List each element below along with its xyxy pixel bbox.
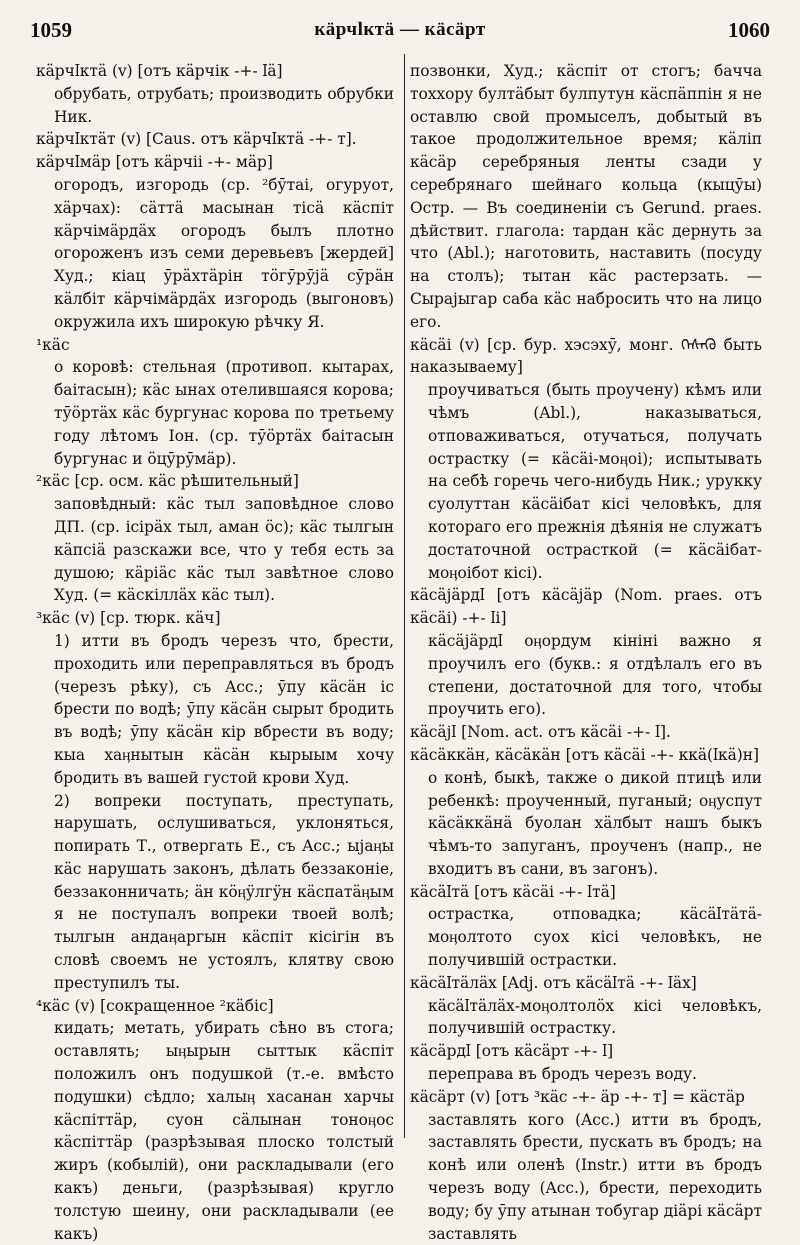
entry-headword-line: кӓсӓјӓрдӏ [отъ кӓсӓјӓр (Nom. praes. отъ кӓсӓі) -+- ӏі] xyxy=(410,586,762,628)
entry-definition: кӓсӓјӓрдӏ оӊордум кініні важно я проучилъ его (букв.: я отдѣлалъ его въ степени, достаточной для того, чтобы проучить его). xyxy=(428,631,762,719)
entry-headword-line: кӓрчӏктӓт (v) [Caus. отъ кӓрчӏктӓ -+- т]. xyxy=(36,130,357,149)
entry-headword-line: кӓрчӏмӓр [отъ кӓрчіі -+- мӓр] xyxy=(36,153,273,172)
entry-definition: острастка, отповадка; кӓсӓӏтӓтӓ-моӊолтото суох кісі человѣкъ, не получившій острастки. xyxy=(428,905,762,970)
entry-definition: кидать; метать, убирать сѣно въ стога; оставлять; ыӊырын сыттык кӓспіт положилъ онъ подушкой (т.-е. вмѣсто подушки) сѣдло; халыӊ хасанан харчы кӓспіттӓр, суон сӓлынан тоноӊос кӓспіттӓр (разрѣзывая плоско толстый жиръ (кобылій), они раскладывали (его какъ) деньги, (разрѣзывая) кругло толстую шеину, они раскладывали (ее какъ) xyxy=(54,1019,394,1243)
dictionary-entry xyxy=(410,744,762,881)
entry-definition: о конѣ, быкѣ, также о дикой птицѣ или ребенкѣ: проученный, пуганый; оӊуспут кӓсӓккӓнӓ буолан хӓлбыт нашъ быкъ чѣмъ-то запуганъ, проученъ (напр., не входитъ въ сани, въ загонъ). xyxy=(428,768,762,878)
dictionary-entry xyxy=(410,584,762,721)
entry-definition: переправа въ бродъ черезъ воду. xyxy=(428,1065,697,1084)
entry-continuation-text: позвонки, Худ.; кӓспіт от стогъ; бачча тоххору бултӓбыт булпутун кӓспӓппін я не оставлю свой промыселъ, добытый въ такое продолжительное время; кӓліп кӓсӓр серебряныя ленты сзади у серебрянаго шейнаго кольца (кыцӯы) Остр. — Въ соединеніи съ Gerund. praes. дѣйствит. глагола: тардан кӓс дернуть за что (Abl.); наготовить, наставить (посуду на столъ); тытан кӓс растерзать. — Сырајыгар саба кӓс набросить что на лицо его. xyxy=(410,62,762,331)
entry-headword-line: кӓсӓрт (v) [отъ ³кӓс -+- ӓр -+- т] = кӓстӓр xyxy=(410,1087,745,1106)
entry-headword-line: ¹кӓс xyxy=(36,335,70,354)
entry-headword-line: кӓрчӏктӓ (v) [отъ кӓрчік -+- ӏӓ] xyxy=(36,62,283,80)
dictionary-entry xyxy=(410,972,762,1040)
dictionary-entry xyxy=(410,1040,762,1086)
entry-definition: о коровѣ: стельная (противоп. кытарах, баітасын); кӓс ынах отелившаяся корова; тӯӧртӓх кӓс бургунас корова по третьему году лѣтомъ Іон. (ср. тӯӧртӓх баітасын бургунас и ӧцӯрӯмӓр). xyxy=(54,358,394,468)
right-page-number: 1060 xyxy=(727,17,770,42)
entry-headword-line: кӓсӓјӏ [Nom. act. отъ кӓсӓі -+- ӏ]. xyxy=(410,723,671,742)
dictionary-entry xyxy=(36,995,394,1245)
entry-headword-line: кӓсӓӏтӓлӓх [Adj. отъ кӓсӓӏтӓ -+- ӏӓх] xyxy=(410,973,697,992)
entry-definition: обрубать, отрубать; производить обрубки Ник. xyxy=(54,84,394,126)
dictionary-entry xyxy=(36,60,394,128)
column-divider xyxy=(404,54,405,1138)
entry-definition: 1) итти въ бродъ черезъ что, брести, проходить или переправляться въ бродъ (черезъ рѣку), съ Acc.; ӯпу кӓсӓн іс брести по водѣ; ӯпу кӓсӓн сырыт бродить въ водѣ; ӯпу кӓсӓн кір вбрести въ воду; кыа хаӊнытын кӓсӓн кырыым хочу бродить въ вашей густой крови Худ. xyxy=(54,631,394,787)
running-title: кӓрчӏктӓ — кӓсӓрт xyxy=(314,19,486,40)
dictionary-entry xyxy=(410,721,762,744)
dictionary-entry xyxy=(36,470,394,607)
entry-definition: проучиваться (быть проучену) кѣмъ или чѣмъ (Abl.), наказываться, отповаживаться, отучаться, получать острастку (= кӓсӓі-моӊоі); испытывать на себѣ горечь чего-нибудь Ник.; урукку суолуттан кӓсӓібат кісі человѣкъ, для котораго его прежнія дѣянія не служатъ достаточной острасткой (= кӓсӓібат-моӊоібот кісі). xyxy=(428,381,763,582)
entry-headword-line: кӓсӓі (v) [ср. бур. хэсэхӯ, монг. ᠬᠡᠰᠡᠬᠦ быть наказываему] xyxy=(410,335,762,377)
dictionary-entry xyxy=(36,607,394,995)
left-column xyxy=(36,60,394,1243)
entry-definition: заставлять кого (Acc.) итти въ бродъ, заставлять брести, пускать въ бродъ; на конѣ или оленѣ (Instr.) итти въ бродъ черезъ воду (Acc.), брести, переходить воду; бу ӯпу атынан тобугар діӓрі кӓсӓрт заставлять xyxy=(428,1110,762,1243)
entry-definition: заповѣдный: кӓс тыл заповѣдное слово ДП. (ср. ісірӓх тыл, аман ӧс); кӓс тылгын кӓпсіӓ разскажи все, что у тебя есть за душою; кӓріӓс кӓс тыл завѣтное слово Худ. (= кӓскіллӓх кӓс тыл). xyxy=(54,495,394,605)
right-column xyxy=(410,60,763,1243)
entry-definition: кӓсӓӏтӓлӓх-моӊолтолӧх кісі человѣкъ, получившій острастку. xyxy=(428,996,762,1038)
left-page-number: 1059 xyxy=(30,17,72,42)
entry-headword-line: ⁴кӓс (v) [сокращенное ²кӓбіс] xyxy=(36,996,274,1015)
entry-headword-line: ²кӓс [ср. осм. кӓс рѣшительный] xyxy=(36,472,299,491)
entry-headword-line: ³кӓс (v) [ср. тюрк. кӓч] xyxy=(36,609,221,628)
dictionary-entry xyxy=(36,128,394,151)
dictionary-entry xyxy=(410,334,762,585)
dictionary-entry xyxy=(410,1086,762,1245)
dictionary-entry xyxy=(36,151,394,333)
entry-subsense: 2) вопреки поступать, преступать, нарушать, ослушиваться, уклоняться, попирать Т., отвергать Е., съ Acc.; ыјаӊы кӓс нарушать законъ, дѣлать беззаконіе, беззаконничать; ӓн кӧӊӱлгӱн кӓспатӓӊым я не поступалъ вопреки твоей волѣ; тылгын андаӊаргын кӓспіт кісігін въ словѣ своемъ не устоялъ, клятву свою преступилъ ты. xyxy=(54,791,394,992)
dictionary-entry xyxy=(36,334,394,471)
dictionary-entry-continued xyxy=(410,60,762,334)
dictionary-entry xyxy=(410,881,762,972)
page-header xyxy=(30,12,770,48)
entry-headword-line: кӓсӓрдӏ [отъ кӓсӓрт -+- ӏ] xyxy=(410,1042,614,1061)
entry-headword-line: кӓсӓӏтӓ [отъ кӓсӓі -+- ӏтӓ] xyxy=(410,882,616,901)
entry-definition: огородъ, изгородь (ср. ²бӯтаі, огуруот, хӓрчах): сӓттӓ масынан тісӓ кӓспіт кӓрчімӓрдӓх огородъ былъ плотно огороженъ изъ семи деревьевъ [жердей] Худ.; кіац ӯрӓхтӓрін тӧгӯрӯјӓ сӯрӓн кӓлбіт кӓрчімӓрдӓх изгородь (выгоновъ) окружила ихъ широкую рѣчку Я. xyxy=(54,175,394,331)
entry-headword-line: кӓсӓккӓн, кӓсӓкӓн [отъ кӓсӓі -+- ккӓ(ӏкӓ)н] xyxy=(410,745,760,764)
